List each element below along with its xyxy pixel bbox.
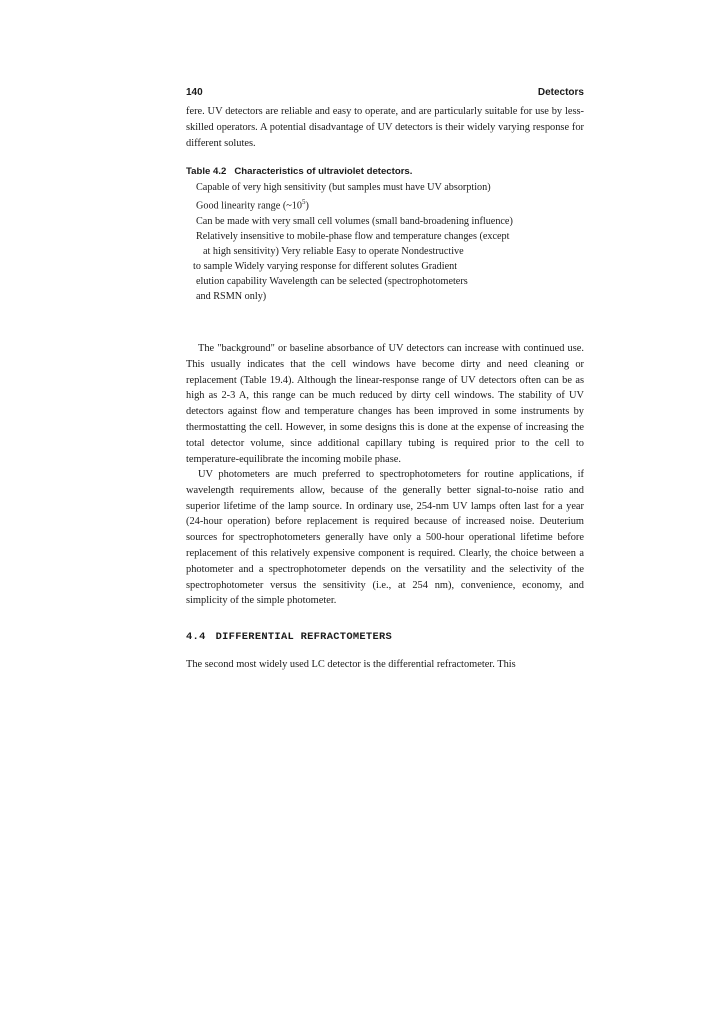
- table-line: elution capability Wavelength can be selected (spectrophotometers: [196, 275, 468, 287]
- chapter-title: Detectors: [537, 87, 584, 98]
- table-number: Table 4.2: [186, 166, 227, 177]
- body-paragraph: The "background" or baseline absorbance of UV detectors can increase with continued use. This usually indicates that the cell windows have become dirty and need cleaning or replacement (Table 19.4). Although the linear-response range of UV detectors often can be as high as 2-3 A, this range can be much reduced by dirty cell windows. The stability of UV detectors against flow and temperature changes has been improved in some instruments by thermostatting the cell. However, in some designs this is done at the expense of increasing the total detector volume, since additional capillary tubing is required prior to the cell to temperature-equilibrate the incoming mobile phase.: [186, 343, 584, 465]
- section-heading: [186, 631, 392, 643]
- table-line: Relatively insensitive to mobile-phase flow and temperature changes (except: [196, 230, 510, 242]
- page-number: 140: [186, 87, 203, 98]
- section-number: 4.4: [186, 631, 206, 643]
- intro-paragraph: fere. UV detectors are reliable and easy to operate, and are particularly suitable for use by less-skilled operators. A potential disadvantage of UV detectors is their widely varying response for different solutes.: [186, 106, 584, 149]
- linearity-close: ): [305, 200, 309, 212]
- table-line-linearity: [196, 195, 584, 213]
- body-paragraph: UV photometers are much preferred to spectrophotometers for routine applications, if wavelength requirements allow, because of the generally better signal-to-noise ratio and superior lifetime of the lamp source. In ordinary use, 254-nm UV lamps often last for a year (24-hour operation) before replacement is required because of increased noise. Deuterium sources for spectrophotometers generally have only a 500-hour operational lifetime before replacement of this relatively expensive component is required. Clearly, the choice between a photometer and a spectrophotometer depends on the versatility and the selectivity of the spectrophotometer versus the sensitivity (i.e., at 254 nm), convenience, economy, and simplicity of the simple photometer.: [186, 469, 584, 607]
- running-head: [186, 87, 584, 98]
- table-line: Can be made with very small cell volumes (small band-broadening influence): [196, 215, 513, 227]
- table-line: at high sensitivity) Very reliable Easy to operate Nondestructive: [203, 245, 464, 257]
- linearity-exponent: 5: [301, 198, 306, 207]
- table-line-text: Good linearity range (~10: [196, 200, 302, 212]
- table-line: to sample Widely varying response for different solutes Gradient: [193, 260, 458, 272]
- table-caption: [186, 165, 584, 179]
- table-line: and RSMN only): [196, 291, 267, 303]
- section-paragraph: The second most widely used LC detector is the differential refractometer. This: [186, 659, 516, 670]
- table-body: [193, 180, 584, 304]
- table-title: Characteristics of ultraviolet detectors.: [234, 166, 413, 177]
- section-title: DIFFERENTIAL REFRACTOMETERS: [215, 631, 393, 643]
- table-line: Capable of very high sensitivity (but samples must have UV absorption): [196, 182, 491, 193]
